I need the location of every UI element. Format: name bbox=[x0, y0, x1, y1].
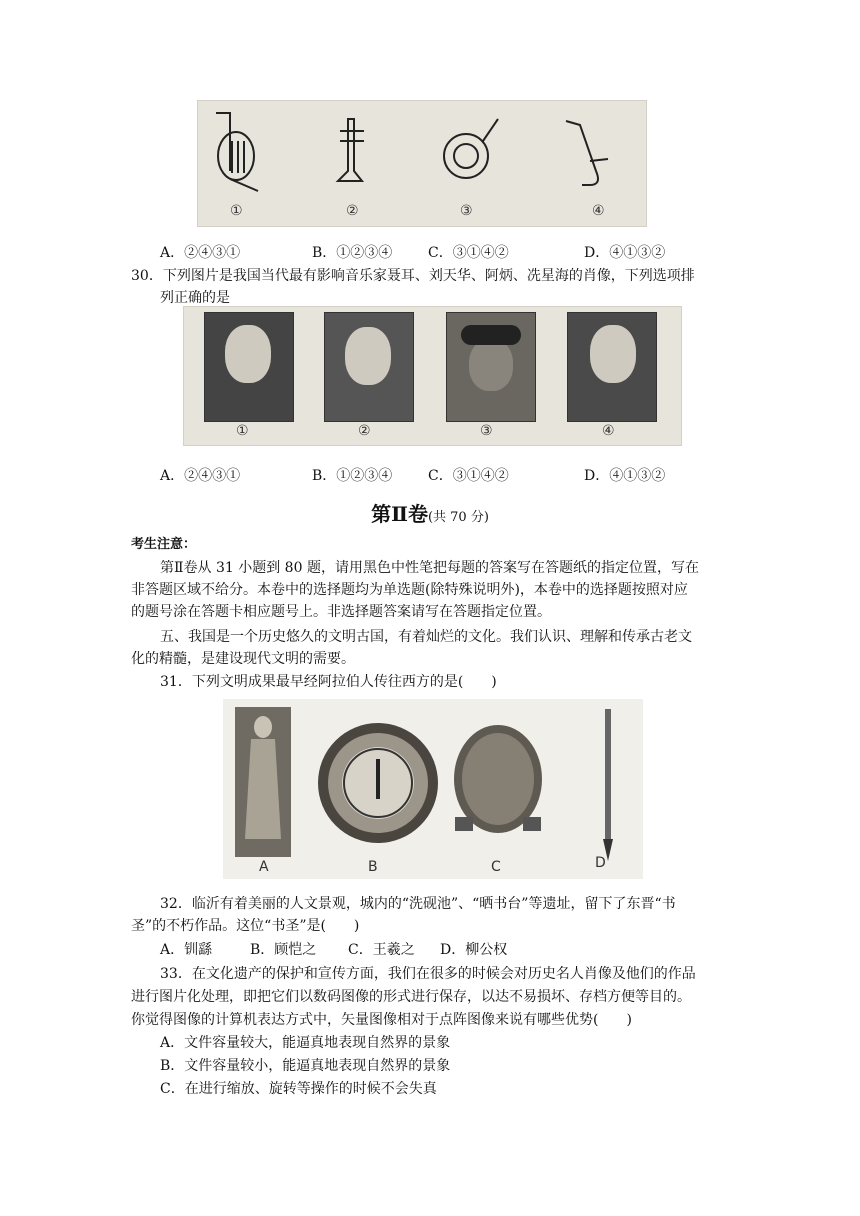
notice-line-2: 非答题区域不给分。本卷中的选择题均为单选题(除特殊说明外)，本卷中的选择题按照对应 bbox=[131, 582, 688, 598]
instrument-number-1: ① bbox=[230, 203, 243, 219]
q29-option-a: A．②④③① bbox=[160, 245, 241, 261]
portrait-4 bbox=[567, 312, 657, 422]
instrument-number-4: ④ bbox=[592, 203, 605, 219]
q32-option-a: A．钏繇 bbox=[160, 942, 213, 958]
q33-stem-line-1: 33．在文化遗产的保护和宣传方面，我们在很多的时候会对历史名人肖像及他们的作品 bbox=[160, 966, 696, 982]
q32-stem-line-2: 圣”的不朽作品。这位“书圣”是( ) bbox=[131, 918, 360, 934]
artifacts-drawing bbox=[223, 699, 643, 879]
portraits-image bbox=[183, 306, 682, 446]
instrument-number-2: ② bbox=[346, 203, 359, 219]
french-horn-icon bbox=[444, 119, 498, 178]
notice-line-3: 的题号涂在答题卡相应题号上。非选择题答案请写在答题指定位置。 bbox=[131, 604, 551, 620]
q30-option-c: C．③①④② bbox=[428, 468, 509, 484]
q32-option-c: C．王羲之 bbox=[348, 942, 415, 958]
q29-option-d: D．④①③② bbox=[584, 245, 666, 261]
part-2-score-note: (共 70 分) bbox=[427, 510, 489, 525]
portrait-number-4: ④ bbox=[602, 423, 615, 439]
q30-stem-line-2: 列正确的是 bbox=[160, 290, 230, 306]
q29-option-c: C．③①④② bbox=[428, 245, 509, 261]
portrait-number-1: ① bbox=[236, 423, 249, 439]
q33-option-a: A．文件容量较大，能逼真地表现自然界的景象 bbox=[160, 1035, 451, 1051]
trumpet-icon bbox=[338, 119, 364, 181]
portrait-1 bbox=[204, 312, 294, 422]
artifact-label-c: C bbox=[491, 859, 501, 875]
part-2-title-text: 第Ⅱ卷 bbox=[371, 502, 428, 526]
statue-icon bbox=[235, 707, 291, 857]
saxophone-icon bbox=[566, 121, 608, 185]
q32-stem-line-1: 32．临沂有着美丽的人文景观，城内的“洗砚池”、“晒书台”等遗址，留下了东晋“书 bbox=[160, 896, 676, 912]
artifact-label-b: B bbox=[368, 859, 378, 875]
q29-option-b: B．①②③④ bbox=[312, 245, 393, 261]
section-5-line-1: 五、我国是一个历史悠久的文明古国，有着灿烂的文化。我们认识、理解和传承古老文 bbox=[160, 629, 692, 645]
artifact-label-a: A bbox=[259, 859, 269, 875]
q33-stem-line-2: 进行图片化处理，即把它们以数码图像的形式进行保存，以达不易损坏、存档方便等目的。 bbox=[131, 989, 691, 1005]
q33-option-b: B．文件容量较小，能逼真地表现自然界的景象 bbox=[160, 1058, 451, 1074]
portrait-number-2: ② bbox=[358, 423, 371, 439]
artifacts-image bbox=[223, 699, 643, 879]
compass-disc-icon bbox=[318, 723, 438, 843]
instruments-image bbox=[197, 100, 647, 227]
portrait-number-3: ③ bbox=[480, 423, 493, 439]
q32-option-b: B．顾恺之 bbox=[250, 942, 317, 958]
portrait-2 bbox=[324, 312, 414, 422]
artifact-label-d: D bbox=[595, 855, 606, 871]
instrument-number-3: ③ bbox=[460, 203, 473, 219]
q30-option-a: A．②④③① bbox=[160, 468, 241, 484]
q30-option-b: B．①②③④ bbox=[312, 468, 393, 484]
q32-option-d: D．柳公权 bbox=[440, 942, 508, 958]
part-2-title bbox=[0, 498, 860, 527]
instruments-drawing bbox=[198, 101, 646, 226]
q30-option-d: D．④①③② bbox=[584, 468, 666, 484]
notice-line-1: 第Ⅱ卷从 31 小题到 80 题，请用黑色中性笔把每题的答案写在答题纸的指定位置，写在 bbox=[160, 560, 699, 576]
q31-stem: 31．下列文明成果最早经阿拉伯人传往西方的是( ) bbox=[160, 674, 497, 690]
tuba-icon bbox=[216, 113, 258, 191]
seismograph-icon bbox=[454, 725, 542, 833]
notice-heading: 考生注意： bbox=[131, 537, 197, 552]
q33-option-c: C．在进行缩放、旋转等操作的时候不会失真 bbox=[160, 1081, 437, 1097]
q33-stem-line-3: 你觉得图像的计算机表达方式中，矢量图像相对于点阵图像来说有哪些优势( ) bbox=[131, 1012, 632, 1028]
brush-icon bbox=[603, 709, 613, 861]
portrait-3 bbox=[446, 312, 536, 422]
section-5-line-2: 化的精髓，是建设现代文明的需要。 bbox=[131, 651, 355, 667]
q30-stem-line-1: 30．下列图片是我国当代最有影响音乐家聂耳、刘天华、阿炳、冼星海的肖像，下列选项排 bbox=[131, 268, 695, 284]
